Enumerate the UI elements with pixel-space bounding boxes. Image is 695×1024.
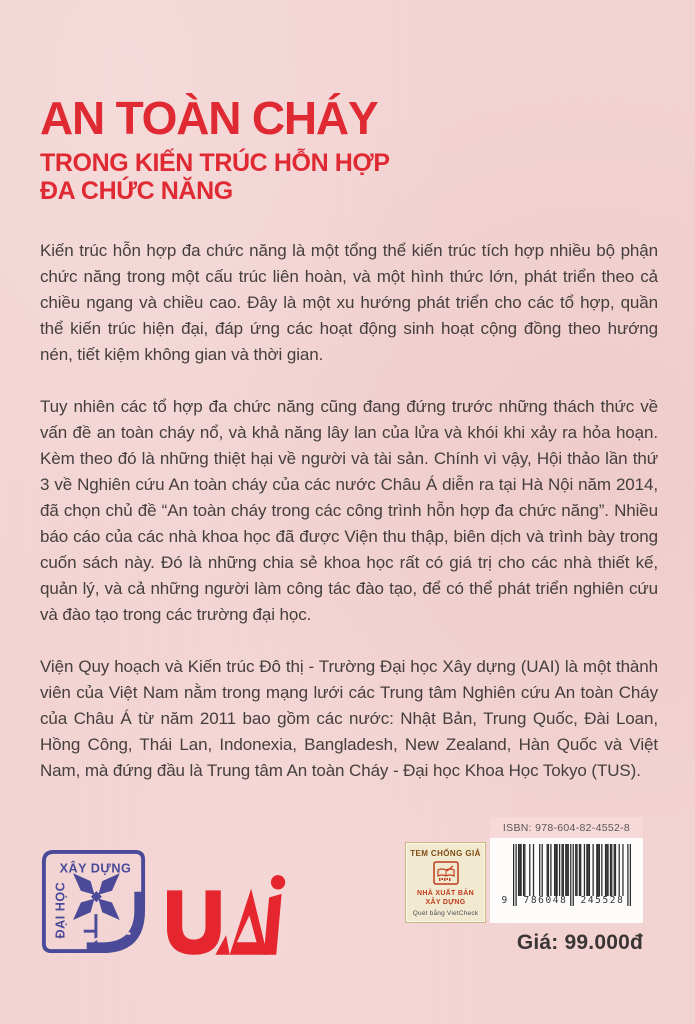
stamp-publisher-line2: XÂY DỰNG	[425, 898, 466, 906]
price-label: Giá: 99.000đ	[516, 931, 643, 954]
logo-pinwheel-flower-icon	[73, 873, 120, 920]
barcode-block	[490, 838, 643, 923]
logo-stem-tick	[84, 930, 97, 933]
stamp-publisher	[417, 889, 474, 907]
uai-letter-u	[167, 890, 221, 954]
description-paragraph-3: Viện Quy hoạch và Kiến trúc Đô thị - Trường Đại học Xây dựng (UAI) là một thành viên của Việt Nam nằm trong mạng lưới các Trung tâm Nghiên cứu An toàn Cháy của Châu Á từ năm 2011 bao gồm các nước: Nhật Bản, Trung Quốc, Đài Loan, Hồng Công, Thái Lan, Indonexia, Bangladesh, New Zealand, Hàn Quốc và Việt Nam, mà đứng đầu là Trung tâm An toàn Cháy - Đại học Khoa Học Tokyo (TUS).	[40, 657, 658, 780]
book-title: AN TOÀN CHÁY	[40, 92, 378, 144]
uai-letter-i-dot	[271, 875, 285, 889]
open-book-pen-icon	[433, 861, 459, 885]
uai-letter-a	[230, 889, 268, 955]
book-subtitle-line2: ĐA CHỨC NĂNG	[40, 177, 233, 205]
anti-counterfeit-stamp	[405, 842, 486, 923]
description-paragraph-1: Kiến trúc hỗn hợp đa chức năng là một tổng thể kiến trúc tích hợp nhiều bộ phận chức năng trong một cấu trúc liên hoàn, và một hình thức lớn, phát triển theo cả chiều ngang và chiều cao. Đây là một xu hướng phát triển cho các tổ hợp, quần thể kiến trúc hiện đại, đáp ứng các hoạt động sinh hoạt cộng đồng theo hướng nén, tiết kiệm không gian và thời gian.	[40, 241, 658, 364]
barcode-digits-right: 245528	[580, 895, 625, 906]
logo-text-top: XÂY DỰNG	[59, 861, 132, 876]
logo-text-side: ĐẠI HỌC	[53, 881, 68, 939]
uai-logo	[167, 874, 287, 955]
stamp-publisher-line1: NHÀ XUẤT BẢN	[417, 889, 474, 897]
barcode-digit-first: 9	[501, 895, 508, 906]
stamp-footer-text: Quét bằng VietCheck	[412, 909, 479, 917]
university-xay-dung-logo	[40, 848, 147, 955]
description-paragraph-2: Tuy nhiên các tổ hợp đa chức năng cũng đang đứng trước những thách thức về vấn đề an toàn cháy nổ, và khả năng lây lan của lửa và khói khi xảy ra hỏa hoạn. Kèm theo đó là những thiệt hại về người và tài sản. Chính vì vậy, Hội thảo lần thứ 3 về Nghiên cứu An toàn cháy của các nước Châu Á diễn ra tại Hà Nội năm 2014, đã chọn chủ đề “An toàn cháy trong các công trình hỗn hợp đa chức năng”. Nhiều báo cáo của các nhà khoa học đã được Viện thu thập, biên dịch và trình bày trong cuốn sách này. Đó là những chia sẻ khoa học rất có giá trị cho các nhà thiết kế, quản lý, và cả những người làm công tác đào tạo, để có thể phát triển nghiên cứu và đào tạo trong các trường đại học.	[40, 397, 658, 624]
isbn-label: ISBN: 978-604-82-4552-8	[502, 821, 631, 834]
book-subtitle	[40, 149, 655, 205]
stamp-title: TEM CHỐNG GIẢ	[410, 849, 481, 858]
ean13-barcode	[500, 844, 634, 916]
book-subtitle-line1: TRONG KIẾN TRÚC HỖN HỢP	[40, 149, 390, 177]
isbn-strip	[490, 817, 643, 838]
uai-letter-i-stem	[264, 894, 282, 955]
barcode-digits-left: 786048	[523, 895, 568, 906]
